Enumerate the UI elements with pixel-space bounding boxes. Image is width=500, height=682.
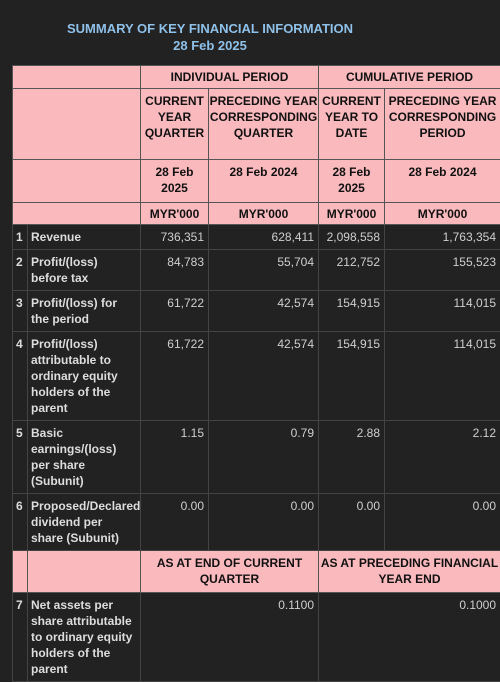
row-value: 736,351 xyxy=(141,225,209,250)
row-value: 155,523 xyxy=(385,250,500,291)
row-value: 0.1100 xyxy=(141,593,319,682)
row-label: Net assets per share attributable to ordinary equity holders of the parent xyxy=(28,593,141,682)
row-label: Profit/(loss) attributable to ordinary equity holders of the parent xyxy=(28,332,141,421)
header-blank xyxy=(13,160,141,203)
header-row-units xyxy=(13,203,500,225)
header-preceding-year-corresponding-period: PRECEDING YEAR CORRESPONDING PERIOD xyxy=(385,89,500,160)
header-unit: MYR'000 xyxy=(209,203,319,225)
row-label: Revenue xyxy=(28,225,141,250)
row-value: 42,574 xyxy=(209,332,319,421)
row-label: Profit/(loss) for the period xyxy=(28,291,141,332)
row-label: Profit/(loss) before tax xyxy=(28,250,141,291)
header-current-year-quarter: CURRENT YEAR QUARTER xyxy=(141,89,209,160)
header-blank xyxy=(13,203,141,225)
header-cumulative-period: CUMULATIVE PERIOD xyxy=(319,66,500,89)
row-number: 2 xyxy=(13,250,28,291)
table-row xyxy=(13,421,500,494)
header-unit: MYR'000 xyxy=(385,203,500,225)
header-date: 28 Feb 2024 xyxy=(385,160,500,203)
header-as-at-end-of-current-quarter: AS AT END OF CURRENT QUARTER xyxy=(141,551,319,593)
header-as-at-preceding-financial-year-end: AS AT PRECEDING FINANCIAL YEAR END xyxy=(319,551,500,593)
row-number: 4 xyxy=(13,332,28,421)
row-number: 5 xyxy=(13,421,28,494)
header-row-columns xyxy=(13,89,500,160)
header-blank xyxy=(13,66,141,89)
row-value: 61,722 xyxy=(141,291,209,332)
row-value: 212,752 xyxy=(319,250,385,291)
row-value: 1,763,354 xyxy=(385,225,500,250)
header-blank xyxy=(28,551,141,593)
row-value: 0.79 xyxy=(209,421,319,494)
row-number: 1 xyxy=(13,225,28,250)
header-row-periods xyxy=(13,66,500,89)
row-value: 1.15 xyxy=(141,421,209,494)
row-value: 84,783 xyxy=(141,250,209,291)
table-row xyxy=(13,593,500,682)
row-value: 2.12 xyxy=(385,421,500,494)
row-number: 3 xyxy=(13,291,28,332)
header-current-year-to-date: CURRENT YEAR TO DATE xyxy=(319,89,385,160)
header-date: 28 Feb 2024 xyxy=(209,160,319,203)
row-value: 114,015 xyxy=(385,332,500,421)
table-row xyxy=(13,494,500,551)
row-value: 0.1000 xyxy=(319,593,500,682)
row-value: 0.00 xyxy=(385,494,500,551)
row-number: 7 xyxy=(13,593,28,682)
row-number: 6 xyxy=(13,494,28,551)
header-blank xyxy=(13,551,28,593)
row-value: 0.00 xyxy=(209,494,319,551)
row-value: 2.88 xyxy=(319,421,385,494)
table-row xyxy=(13,250,500,291)
row-value: 55,704 xyxy=(209,250,319,291)
row-value: 0.00 xyxy=(319,494,385,551)
header-row-balance xyxy=(13,551,500,593)
row-value: 154,915 xyxy=(319,291,385,332)
financial-table xyxy=(12,65,500,682)
header-row-dates xyxy=(13,160,500,203)
row-value: 114,015 xyxy=(385,291,500,332)
row-value: 0.00 xyxy=(141,494,209,551)
title-text: SUMMARY OF KEY FINANCIAL INFORMATION xyxy=(0,20,420,37)
row-value: 61,722 xyxy=(141,332,209,421)
row-value: 628,411 xyxy=(209,225,319,250)
row-label: Proposed/Declared dividend per share (Subunit) xyxy=(28,494,141,551)
row-value: 154,915 xyxy=(319,332,385,421)
header-date: 28 Feb 2025 xyxy=(319,160,385,203)
header-blank xyxy=(13,89,141,160)
report-title xyxy=(0,20,420,54)
header-unit: MYR'000 xyxy=(319,203,385,225)
row-value: 2,098,558 xyxy=(319,225,385,250)
row-value: 42,574 xyxy=(209,291,319,332)
header-individual-period: INDIVIDUAL PERIOD xyxy=(141,66,319,89)
table-row xyxy=(13,291,500,332)
header-unit: MYR'000 xyxy=(141,203,209,225)
header-preceding-year-corresponding-quarter: PRECEDING YEAR CORRESPONDING QUARTER xyxy=(209,89,319,160)
title-date: 28 Feb 2025 xyxy=(0,37,420,54)
table-row xyxy=(13,225,500,250)
table-row xyxy=(13,332,500,421)
header-date: 28 Feb 2025 xyxy=(141,160,209,203)
row-label: Basic earnings/(loss) per share (Subunit) xyxy=(28,421,141,494)
